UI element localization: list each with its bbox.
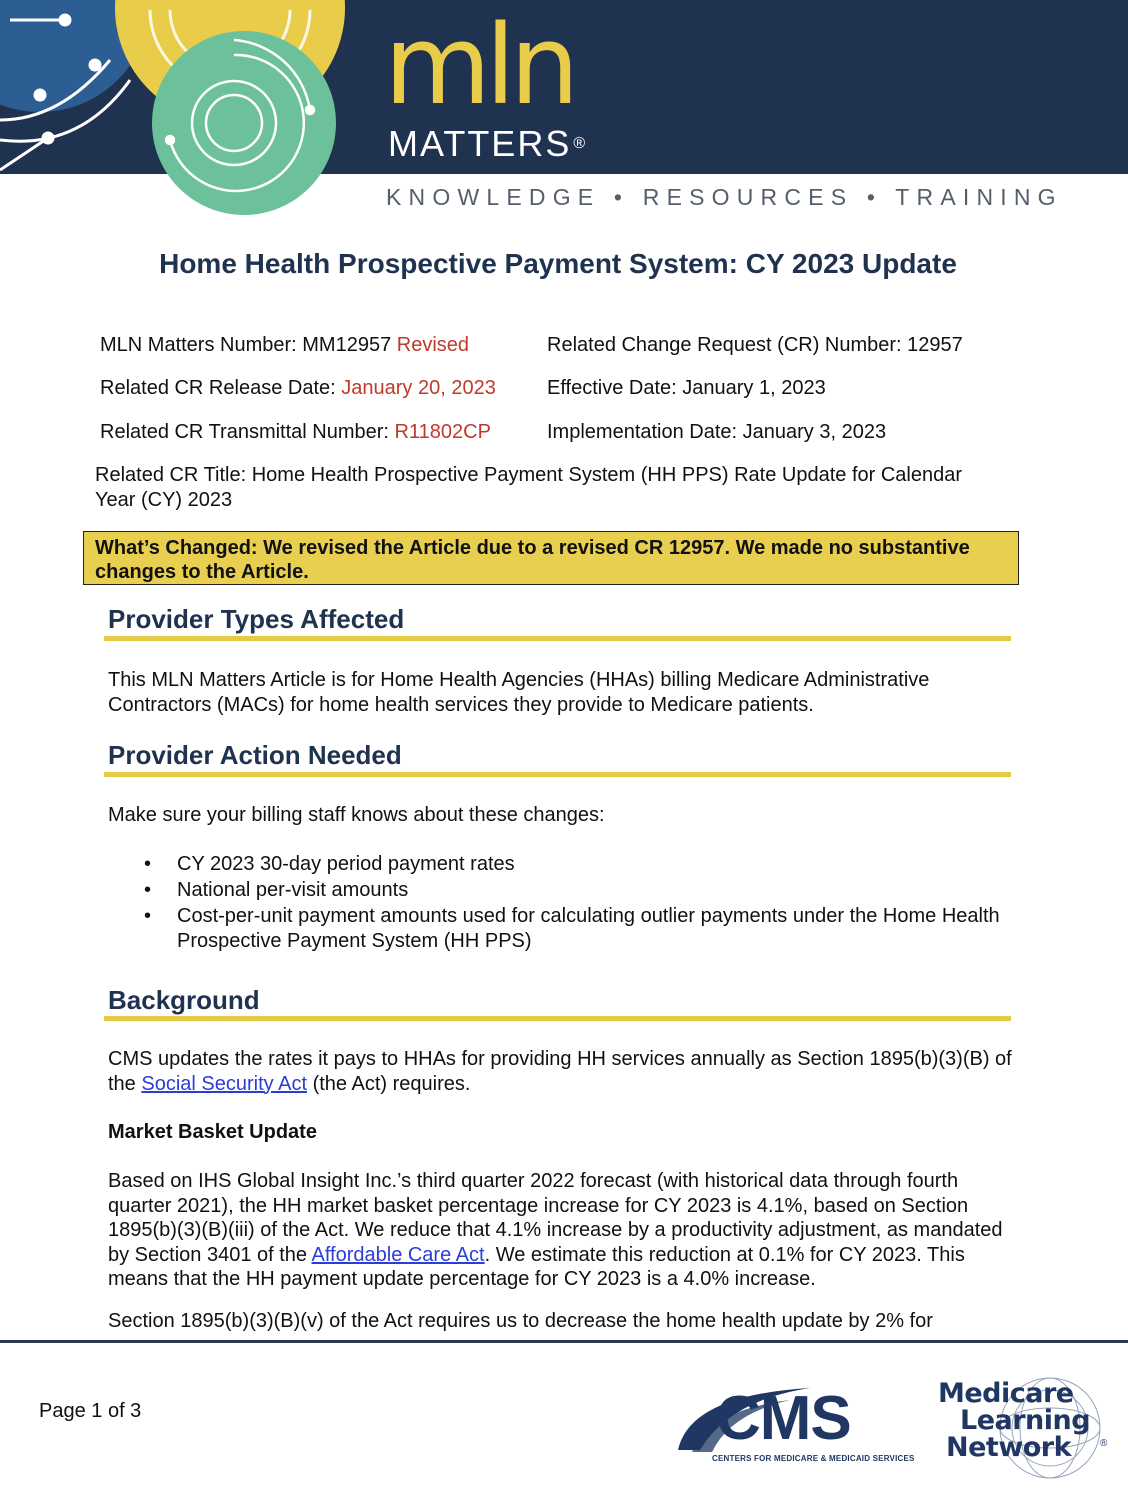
background-paragraph-1 bbox=[108, 1047, 1018, 1096]
provider-action-list bbox=[108, 852, 1008, 955]
cr-number: Related Change Request (CR) Number: 12957 bbox=[547, 334, 963, 356]
transmittal-value: R11802CP bbox=[394, 421, 491, 443]
section-rule bbox=[104, 636, 1011, 641]
release-date-value: January 20, 2023 bbox=[341, 377, 496, 399]
transmittal-label: Related CR Transmittal Number: bbox=[100, 421, 389, 443]
page-number: Page 1 of 3 bbox=[39, 1400, 142, 1422]
list-item-text: National per-visit amounts bbox=[177, 879, 409, 901]
effective-date: Effective Date: January 1, 2023 bbox=[547, 377, 826, 399]
affordable-care-act-link[interactable]: Affordable Care Act bbox=[311, 1243, 485, 1266]
background-paragraph-2 bbox=[108, 1169, 1018, 1292]
background-heading: Background bbox=[108, 985, 260, 1015]
bullet-icon: • bbox=[144, 853, 152, 875]
bullet-icon: • bbox=[144, 879, 152, 901]
implementation-date: Implementation Date: January 3, 2023 bbox=[547, 421, 887, 443]
provider-action-intro: Make sure your billing staff knows about these changes: bbox=[108, 804, 605, 826]
header-banner bbox=[0, 0, 1128, 230]
tagline: KNOWLEDGE • RESOURCES • TRAINING bbox=[386, 184, 1063, 210]
section-rule bbox=[104, 772, 1011, 777]
cms-logo-subtitle: CENTERS FOR MEDICARE & MEDICAID SERVICES bbox=[712, 1454, 915, 1463]
provider-action-heading: Provider Action Needed bbox=[108, 740, 402, 770]
cms-logo-text: CMS bbox=[716, 1384, 851, 1453]
mln-registered-mark: ® bbox=[1100, 1438, 1108, 1449]
mln-matters-number bbox=[100, 333, 469, 357]
page-title: Home Health Prospective Payment System: CY 2023 Update bbox=[159, 248, 957, 279]
cr-release-date bbox=[100, 376, 496, 400]
market-basket-subheading: Market Basket Update bbox=[108, 1121, 317, 1143]
footer-divider bbox=[0, 1340, 1128, 1343]
list-item-text: CY 2023 30-day period payment rates bbox=[177, 853, 515, 875]
registered-mark: ® bbox=[573, 135, 588, 152]
text-run: . We estimate this reduction at 0.1% for CY 2023. This means that the HH payment update percentage for CY 2023 is a 4.0% increase. bbox=[108, 1243, 965, 1290]
list-item bbox=[144, 852, 1008, 877]
social-security-act-link[interactable]: Social Security Act bbox=[141, 1072, 307, 1095]
cr-title: Related CR Title: Home Health Prospective Payment System (HH PPS) Rate Update for Calendar Year (CY) 2023 bbox=[95, 464, 963, 511]
bullet-icon: • bbox=[144, 905, 152, 927]
mln-logo-text: mln bbox=[384, 1, 574, 129]
release-date-label: Related CR Release Date: bbox=[100, 377, 336, 399]
list-item-text: Cost-per-unit payment amounts used for calculating outlier payments under the Home Health Prospective Payment System (HH PPS) bbox=[177, 905, 1000, 952]
section-rule bbox=[104, 1016, 1011, 1021]
matters-word: MATTERS bbox=[388, 123, 572, 164]
list-item bbox=[144, 904, 1008, 953]
text-run: CMS updates the rates it pays to HHAs for providing HH services annually as Section 1895(b)(3)(B) of the bbox=[108, 1048, 1012, 1095]
mln-number-label: MLN Matters Number: MM12957 bbox=[100, 334, 392, 356]
list-item bbox=[144, 878, 1008, 903]
provider-types-text: This MLN Matters Article is for Home Health Agencies (HHAs) billing Medicare Administrative Contractors (MACs) for home health services they provide to Medicare patients. bbox=[108, 669, 930, 716]
text-run: (the Act) requires. bbox=[312, 1072, 471, 1095]
mln-logo-line: Medicare bbox=[938, 1378, 1074, 1409]
background-paragraph-3: Section 1895(b)(3)(B)(v) of the Act requires us to decrease the home health update by 2% for bbox=[108, 1310, 933, 1332]
whats-changed-box: What’s Changed: We revised the Article due to a revised CR 12957. We made no substantive changes to the Article. bbox=[83, 531, 1019, 585]
matters-logo-text bbox=[388, 124, 587, 164]
text-run: Based on IHS Global Insight Inc.’s third quarter 2022 forecast (with historical data through fourth quarter 2021), the HH market basket percentage increase for CY 2023 is 4.1%, based on Section 1895(b)(3)(B)(iii) of the Act. We reduce that 4.1% increase by a productivity adjustment, as mandated by Section 3401 of the bbox=[108, 1170, 1003, 1266]
mln-logo-line: Learning bbox=[960, 1405, 1091, 1436]
cr-transmittal-number bbox=[100, 420, 491, 444]
provider-types-heading: Provider Types Affected bbox=[108, 604, 405, 634]
mln-logo-line: Network bbox=[946, 1432, 1072, 1463]
revised-status: Revised bbox=[396, 334, 470, 356]
